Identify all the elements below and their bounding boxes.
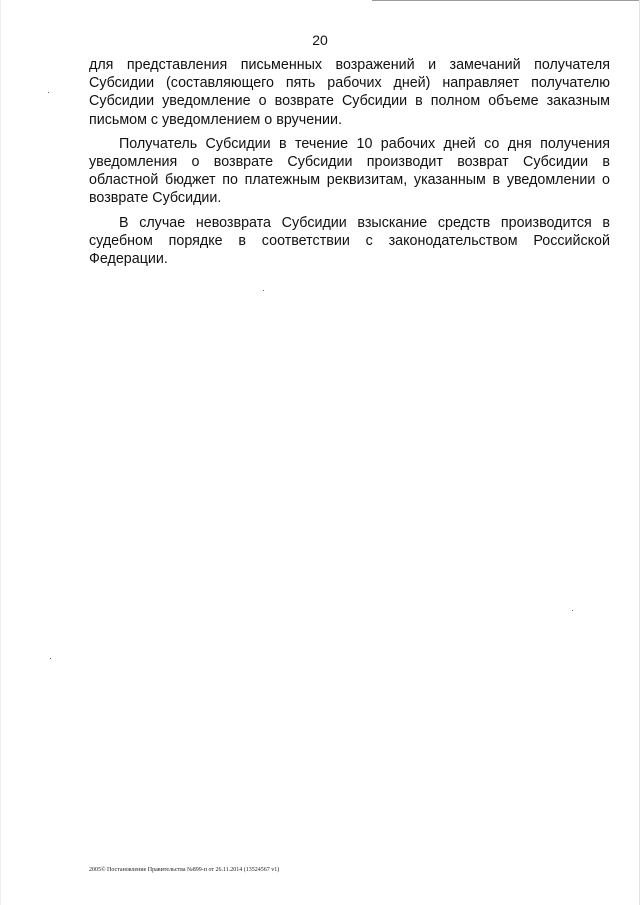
document-footer: 2005© Постановление Правительства №899-п от 26.11.2014 (13524567 v1)	[89, 867, 280, 873]
scan-speck	[572, 610, 573, 611]
scan-left-edge	[0, 0, 1, 905]
paragraph-continuation: для представления письменных возражений и замечаний получателя Субсидии (составляющего пять рабочих дней) направляет получателю Субсидии уведомление о возврате Субсидии в полном объеме заказным письмом с уведомлением о вручении.	[89, 57, 610, 128]
body-text	[89, 56, 610, 274]
scan-top-edge	[372, 0, 640, 1]
scan-speck	[48, 92, 49, 93]
paragraph-return-procedure: Получатель Субсидии в течение 10 рабочих дней со дня получения уведомления о возврате Субсидии производит возврат Субсидии в областной бюджет по платежным реквизитам, указанным в уведомлении о возврате Субсидии.	[89, 135, 610, 207]
paragraph-non-return: В случае невозврата Субсидии взыскание средств производится в судебном порядке в соответствии с законодательством Российской Федерации.	[89, 214, 610, 268]
page-number: 20	[312, 32, 328, 48]
scan-speck	[50, 658, 51, 659]
scan-speck	[263, 290, 264, 291]
